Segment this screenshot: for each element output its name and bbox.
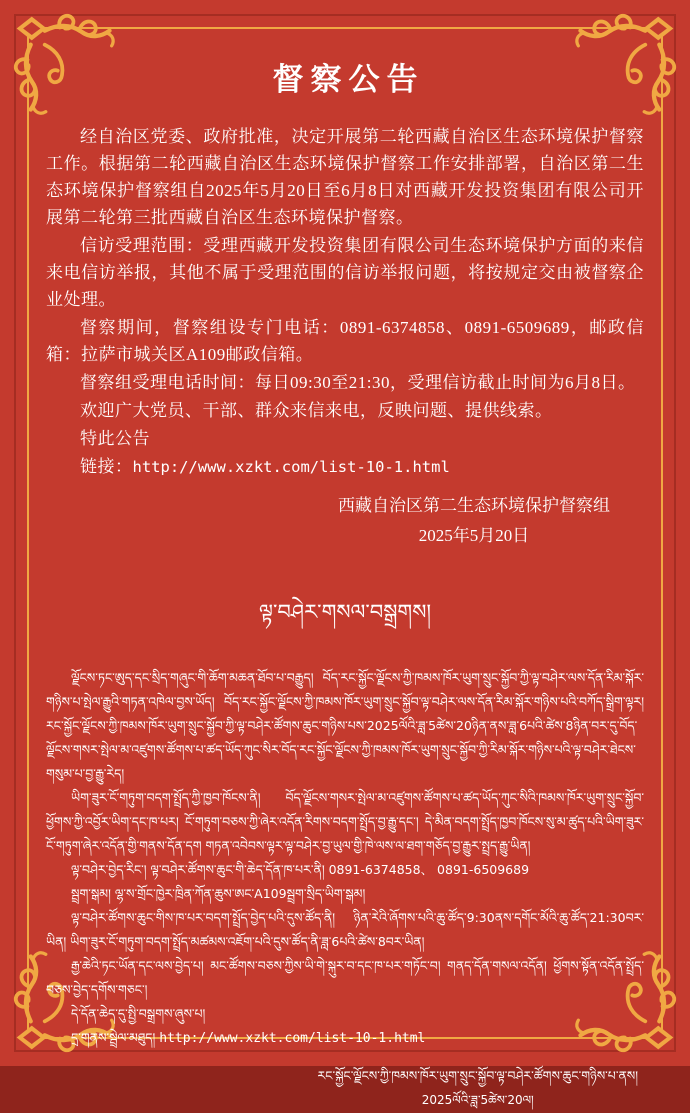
bo-paragraph-approval: ལྗོངས་ཏང་ཨུད་དང་སྲིད་གཞུང་གི་ཆོག་མཆན་ཐོབ་པ་བརྒྱུད། བོད་རང་སྐྱོང་ལྗོངས་ཀྱི་ཁམས་ཁོར་ཡུག་སྲུང་སྐྱོབ་ཀྱི་ལྟ་བཤེར་ལས་དོན་རིམ་སྐོར་གཉིས་པ་སྤེལ་རྒྱུའི་གཏན་འཁེལ་བྱས་ཡོད། བོད་རང་སྐྱོང་ལྗོངས་ཀྱི་ཁམས་ཁོར་ཡུག་སྲུང་སྐྱོབ་ལྟ་བཤེར་ལས་དོན་རིམ་སྐོར་གཉིས་པའི་བཀོད་སྒྲིག་ལྟར། རང་སྐྱོང་ལྗོངས་ཀྱི་ཁམས་ཁོར་ཡུག་སྲུང་སྐྱོབ་ཀྱི་ལྟ་བཤེར་ཚོགས་ཆུང་གཉིས་པས་2025ལོའི་ཟླ་5ཚེས་20ཉིན་ནས་ཟླ་6པའི་ཚེས་8ཉིན་བར་དུ་བོད་ལྗོངས་གསར་སྤེལ་མ་འཛུགས་ཚོགས་པ་ཚད་ཡོད་ཀུང་སིར་བོད་རང་སྐྱོང་ལྗོངས་ཀྱི་ཁམས་ཁོར་ཡུག་སྲུང་སྐྱོབ་ཀྱི་རིམ་སྐོར་གཉིས་པའི་ལྟ་བཤེར་ཐེངས་གསུམ་པ་བྱ་རྒྱུ་རེད། [46,670,644,781]
bo-signature-block [46,1063,644,1113]
zh-paragraph-hours: 督察组受理电话时间：每日09:30至21:30，受理信访截止时间为6月8日。 [80,373,636,392]
zh-signature-block [46,491,644,551]
announcement-link[interactable]: http://www.xzkt.com/list-10-1.html [132,458,450,476]
zh-signature: 西藏自治区第二生态环境保护督察组 [338,496,610,515]
zh-paragraph-phones: 督察期间，督察组设专门电话：0891-6374858、0891-6509689，邮政信箱：拉萨市城关区A109邮政信箱。 [46,318,644,364]
bo-link-label: དྲ་གནས་སྦྲེལ་མཐུད། [71,1030,156,1045]
bo-paragraph-mailbox: སྦྲག་སྒམ། ལྷ་ས་གྲོང་ཁྱེར་ཁྲིན་ཀོན་ཆུས་ཨང་A109སྦྲག་སྲིད་ཡིག་སྒམ། [71,886,366,901]
bo-paragraph-notice: དེ་དོན་ཆེད་དུ་སྤྱི་བསྒྲགས་ཞུས་པ། [71,1006,206,1021]
zh-paragraph-welcome: 欢迎广大党员、干部、群众来信来电，反映问题、提供线索。 [80,401,553,420]
bo-paragraph-hours: ལྟ་བཤེར་ཚོགས་ཆུང་གིས་ཁ་པར་བདག་སྤྲོད་བྱེད་པའི་དུས་ཚོད་ནི། ཉིན་རེའི་ཞོགས་པའི་ཆུ་ཚོད་9:30ནས་དགོང་མོའི་ཆུ་ཚོད་21:30བར་ཡིན། ཡིག་ཟུར་ངོ་གཏུག་བདག་སྤྲོད་མཚམས་འཇོག་པའི་དུས་ཚོད་ནི་ཟླ་6པའི་ཚེས་8བར་ཡིན། [46,910,644,949]
bo-paragraph-welcome: རྒྱ་ཆེའི་ཏང་ཡོན་དང་ལས་བྱེད་པ། མང་ཚོགས་བཅས་ཀྱིས་ཡི་གེ་སྐུར་བ་དང་ཁ་པར་གཏོང་བ། གནད་དོན་གསལ་འདོན། ཕྱོགས་སྟོན་འདོན་སྤྲོད་བཅས་བྱེད་དགོས་གཅང་། [46,958,644,997]
zh-paragraph-scope: 信访受理范围：受理西藏开发投资集团有限公司生态环境保护方面的来信来电信访举报，其他不属于受理范围的信访举报问题，将按规定交由被督察企业处理。 [46,236,644,309]
tibetan-title: ལྟ་བཤེར་གསལ་བསྒྲགས། [258,600,432,624]
bo-paragraph-phones: ལྟ་བཤེར་བྱེད་རིང་། ལྟ་བཤེར་ཚོགས་ཆུང་གི་ཆེད་དོན་ཁ་པར་ནི། 0891-6374858、 0891-6509689 [71,862,530,877]
zh-link-line [46,453,644,481]
bo-link-line [46,1026,644,1051]
bo-paragraph-scope: ཡིག་ཟུར་ངོ་གཏུག་བདག་སྤྲོད་ཀྱི་ཁྱབ་ཁོངས་ནི། བོད་ལྗོངས་གསར་སྤེལ་མ་འཛུགས་ཚོགས་པ་ཚད་ཡོད་ཀུང་སིའི་ཁམས་ཁོར་ཡུག་སྲུང་སྐྱོབ་ཕྱོགས་ཀྱི་འབྱོར་ཡིག་དང་ཁ་པར། ངོ་གཏུག་བཅས་ཀྱི་ཞེར་འདོན་རིགས་བདག་སྤྲོད་བྱ་རྒྱུ་དང་། དེ་མིན་བདག་སྤྲོད་ཁྱབ་ཁོངས་སུ་མ་ཚུད་པའི་ཡིག་ཟུར་ངོ་གཏུག་ཞེར་འདོན་གྱི་གནས་དོན་དག གཏན་འབེབས་ལྟར་ལྟ་བཤེར་བྱ་ཡུལ་གྱི་ཁེ་ལས་ལ་ཐག་གཅོད་བྱ་རྒྱུར་སྤྲད་རྒྱུ་ཡིན། [46,790,644,853]
zh-paragraph-approval: 经自治区党委、政府批准，决定开展第二轮西藏自治区生态环境保护督察工作。根据第二轮西藏自治区生态环境保护督察工作安排部署，自治区第二生态环境保护督察组自2025年5月20日至6月8日对西藏开发投资集团有限公司开展第二轮第三批西藏自治区生态环境保护督察。 [46,127,644,227]
zh-paragraph-notice: 特此公告 [80,429,150,448]
announcement-link-tibetan[interactable]: http://www.xzkt.com/list-10-1.html [159,1031,426,1046]
bo-signature-date: 2025ལོའི་ཟླ་5ཚེས་20ལ། [421,1093,534,1107]
announcement-content [46,42,644,1107]
page-title: 督察公告 [272,62,425,97]
zh-link-label: 链接： [80,457,133,476]
bo-signature: རང་སྐྱོང་ལྗོངས་ཀྱི་ཁམས་ཁོར་ཡུག་སྲུང་སྐྱོབ་ལྟ་བཤེར་ཚོགས་ཆུང་གཉིས་པ་ནས། [317,1068,638,1083]
zh-signature-date: 2025年5月20日 [418,526,530,545]
